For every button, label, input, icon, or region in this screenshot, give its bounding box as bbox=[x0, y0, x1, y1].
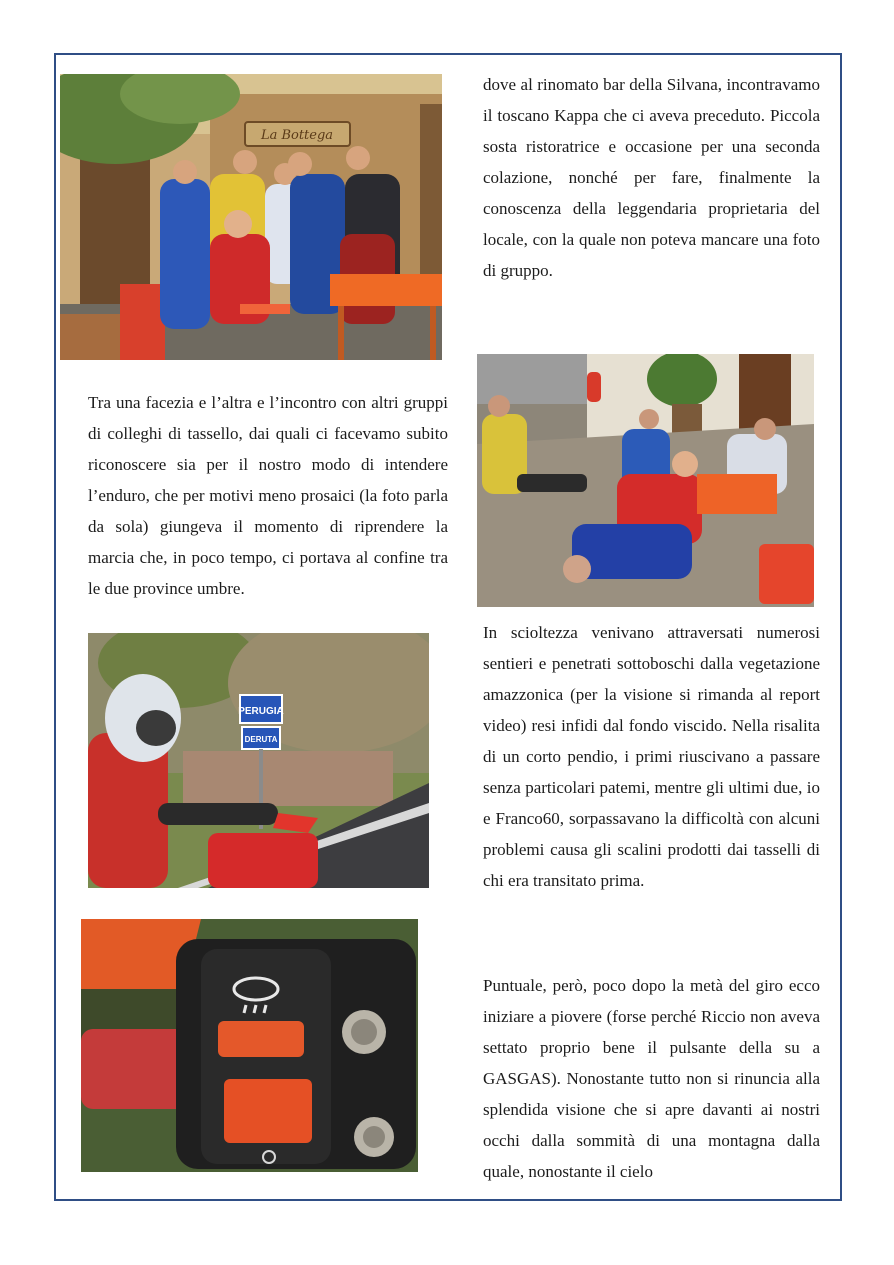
group-photo-bar bbox=[60, 74, 442, 360]
paragraph-scioltezza: In scioltezza venivano attraversati numerosi sentieri e penetrati sottoboschi dalla vegetazione amazzonica (per la visione si rimanda al report video) resi infidi dal fondo viscido. Nella risalita di un corto pendio, i primi riuscivano a passare senza particolari patemi, mentre gli ultimi due, io e Franco60, sorpassavano la difficoltà con alcuni problemi causa gli scalini prodotti dai tasselli di chi era transitato prima. bbox=[483, 623, 820, 890]
riders-resting-photo bbox=[477, 354, 814, 607]
rider-perugia-sign-photo bbox=[88, 633, 429, 888]
paragraph-facezia: Tra una facezia e l’altra e l’incontro con altri gruppi di colleghi di tassello, dai quali ci facevamo subito riconoscere sia per il nostro modo di intendere l’enduro, che per motivi meno prosaici (la foto parla da sola) giungeva il momento di riprendere la marcia che, in poco tempo, ci portava al confine tra le due province umbre. bbox=[88, 393, 448, 598]
paragraph-bar-silvana: dove al rinomato bar della Silvana, incontravamo il toscano Kappa che ci aveva preceduto. Piccola sosta ristoratrice e occasione per una seconda colazione, nonché per fare, finalmente la conoscenza della leggendaria proprietaria del locale, con la quale non poteva mancare una foto di gruppo. bbox=[483, 75, 820, 280]
paragraph-puntuale: Puntuale, però, poco dopo la metà del giro ecco iniziare a piovere (forse perché Riccio non aveva settato proprio bene il pulsante della su a GASGAS). Nonostante tutto non si rinuncia alla splendida visione che si apre davanti ai nostri occhi dalla sommità di una montagna dalla quale, nonostante il cielo bbox=[483, 976, 820, 1181]
handlebar-switch-photo bbox=[81, 919, 418, 1172]
bar-sign-text: La Bottega bbox=[260, 128, 334, 143]
road-sign-perugia: PERUGIA bbox=[238, 706, 284, 717]
road-sign-deruta: DERUTA bbox=[244, 735, 278, 744]
